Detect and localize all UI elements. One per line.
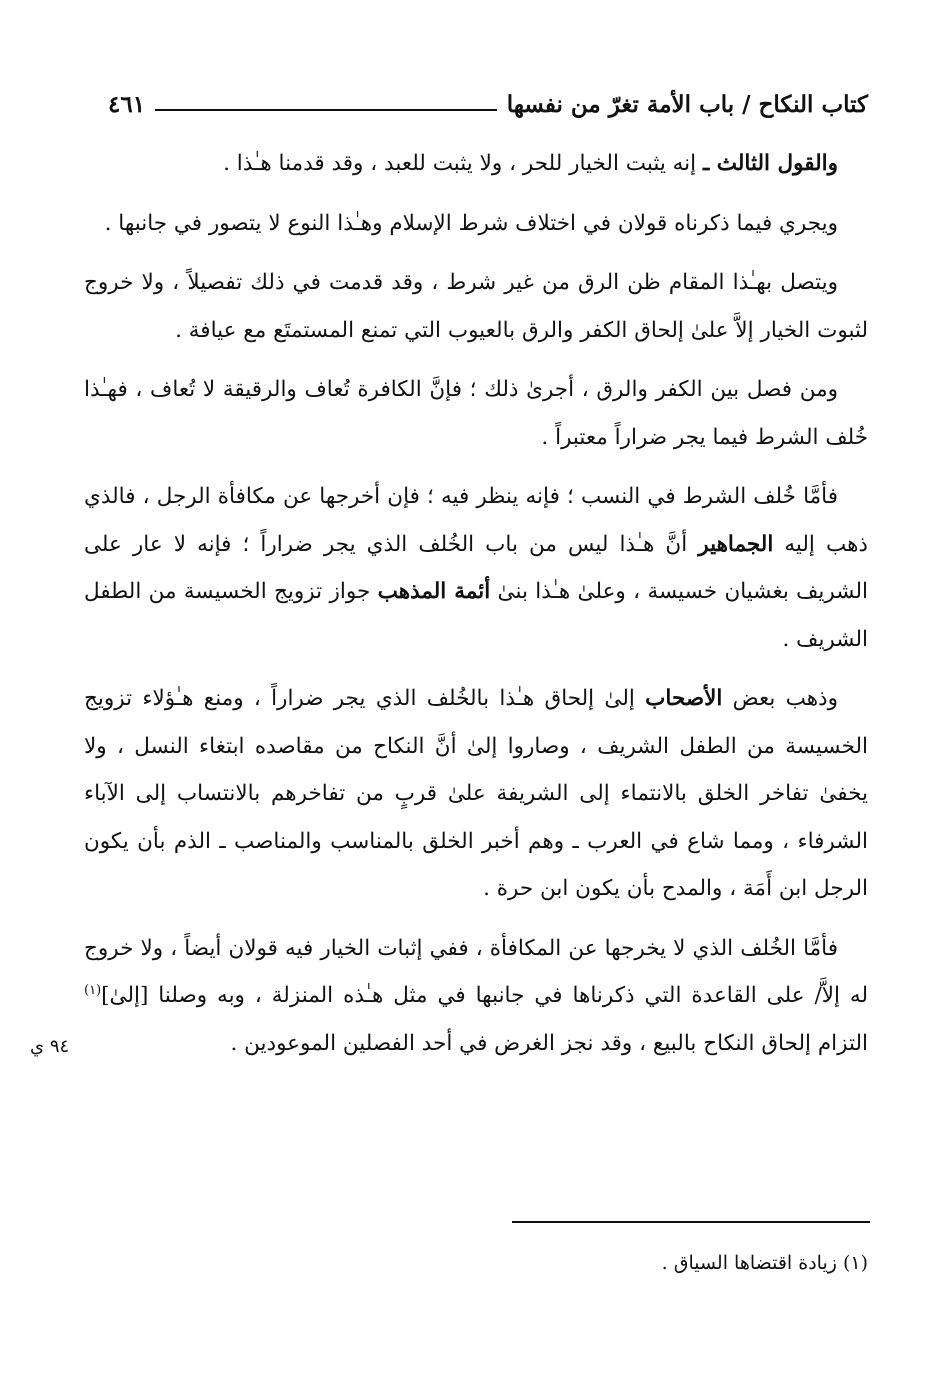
- paragraph-5: [84, 473, 868, 663]
- paragraph-1: [84, 140, 868, 188]
- paragraph-5-text-c: جواز تزويج الخسيسة من الطفل الشريف .: [84, 579, 868, 652]
- main-text: [84, 140, 868, 1079]
- paragraph-5-bold-b: أئمة المذهب: [377, 579, 491, 604]
- paragraph-7: [84, 925, 868, 1068]
- paragraph-7-text-a: فأمَّا الخُلف الذي لا يخرجها عن المكافأة ، ففي إثبات الخيار فيه قولان أيضاً ، ولا خروج له إلاَّ/ على القاعدة التي ذكرناها في جانبها في مثل هـٰذه المنزلة ، وبه وصلنا [إلىٰ]: [84, 935, 868, 1008]
- footnote-separator: [512, 1221, 870, 1223]
- margin-note: ٩٤ ي: [30, 1036, 70, 1057]
- paragraph-5-text-b: أنَّ هـٰذا ليس من باب الخُلف الذي يجر ضراراً ؛ فإنه لا عار على الشريف بغشيان خسيسة ، وعلىٰ هـٰذا بنىٰ: [84, 531, 868, 604]
- paragraph-5-bold-a: الجماهير: [698, 531, 774, 557]
- footnote-reference[interactable]: (١): [84, 982, 102, 998]
- paragraph-1-lead: والقول الثالث ـ: [702, 151, 838, 176]
- paragraph-3: ويتصل بهـٰذا المقام ظن الرق من غير شرط ، وقد قدمت في ذلك تفصيلاً ، ولا خروج لثبوت الخيار إلاَّ علىٰ إلحاق الكفر والرق بالعيوب التي تمنع المستمتَع مع عيافة .: [84, 270, 868, 343]
- paragraph-6: [84, 675, 868, 913]
- paragraph-4: ومن فصل بين الكفر والرق ، أجرىٰ ذلك ؛ فإنَّ الكافرة تُعاف والرقيقة لا تُعاف ، فهـٰذا خُلف الشرط فيما يجر ضراراً معتبراً .: [84, 377, 868, 450]
- running-header: [108, 84, 868, 124]
- paragraph-7-text-b: التزام إلحاق النكاح بالبيع ، وقد نجز الغرض في أحد الفصلين الموعودين .: [230, 1030, 868, 1056]
- header-rule: [155, 109, 497, 111]
- header-title: كتاب النكاح / باب الأمة تغرّ من نفسها: [506, 90, 868, 118]
- paragraph-1-text: إنه يثبت الخيار للحر ، ولا يثبت للعبد ، وقد قدمنا هـٰذا .: [223, 151, 703, 176]
- paragraph-6-text-b: إلىٰ إلحاق هـٰذا بالخُلف الذي يجر ضراراً ، ومنع هـٰؤلاء تزويج الخسيسة من الطفل الشريف ، وصاروا إلىٰ أنَّ النكاح من مقاصده ابتغاء النسل ، ولا يخفىٰ تفاخر الخلق بالانتماء إلى الشريفة علىٰ قربٍ من تفاخرهم بالانتساب إلى الآباء الشرفاء ، ومما شاع في العرب ـ وهم أخبر الخلق بالمناسب والمناصب ـ الذم بأن يكون الرجل ابن أَمَة ، والمدح بأن يكون ابن حرة .: [84, 686, 868, 901]
- paragraph-6-text-a: وذهب بعض: [722, 686, 838, 711]
- page-number: ٤٦١: [108, 90, 146, 118]
- paragraph-6-bold-a: الأصحاب: [645, 686, 723, 711]
- paragraph-2: ويجري فيما ذكرناه قولان في اختلاف شرط الإسلام وهـٰذا النوع لا يتصور في جانبها .: [104, 210, 838, 236]
- footnote: (١) زيادة اقتضاها السياق .: [661, 1252, 868, 1274]
- paragraph-5-text-a: فأمَّا خُلف الشرط في النسب ؛ فإنه ينظر فيه ؛ فإن أخرجها عن مكافأة الرجل ، فالذي ذهب إليه: [84, 484, 868, 557]
